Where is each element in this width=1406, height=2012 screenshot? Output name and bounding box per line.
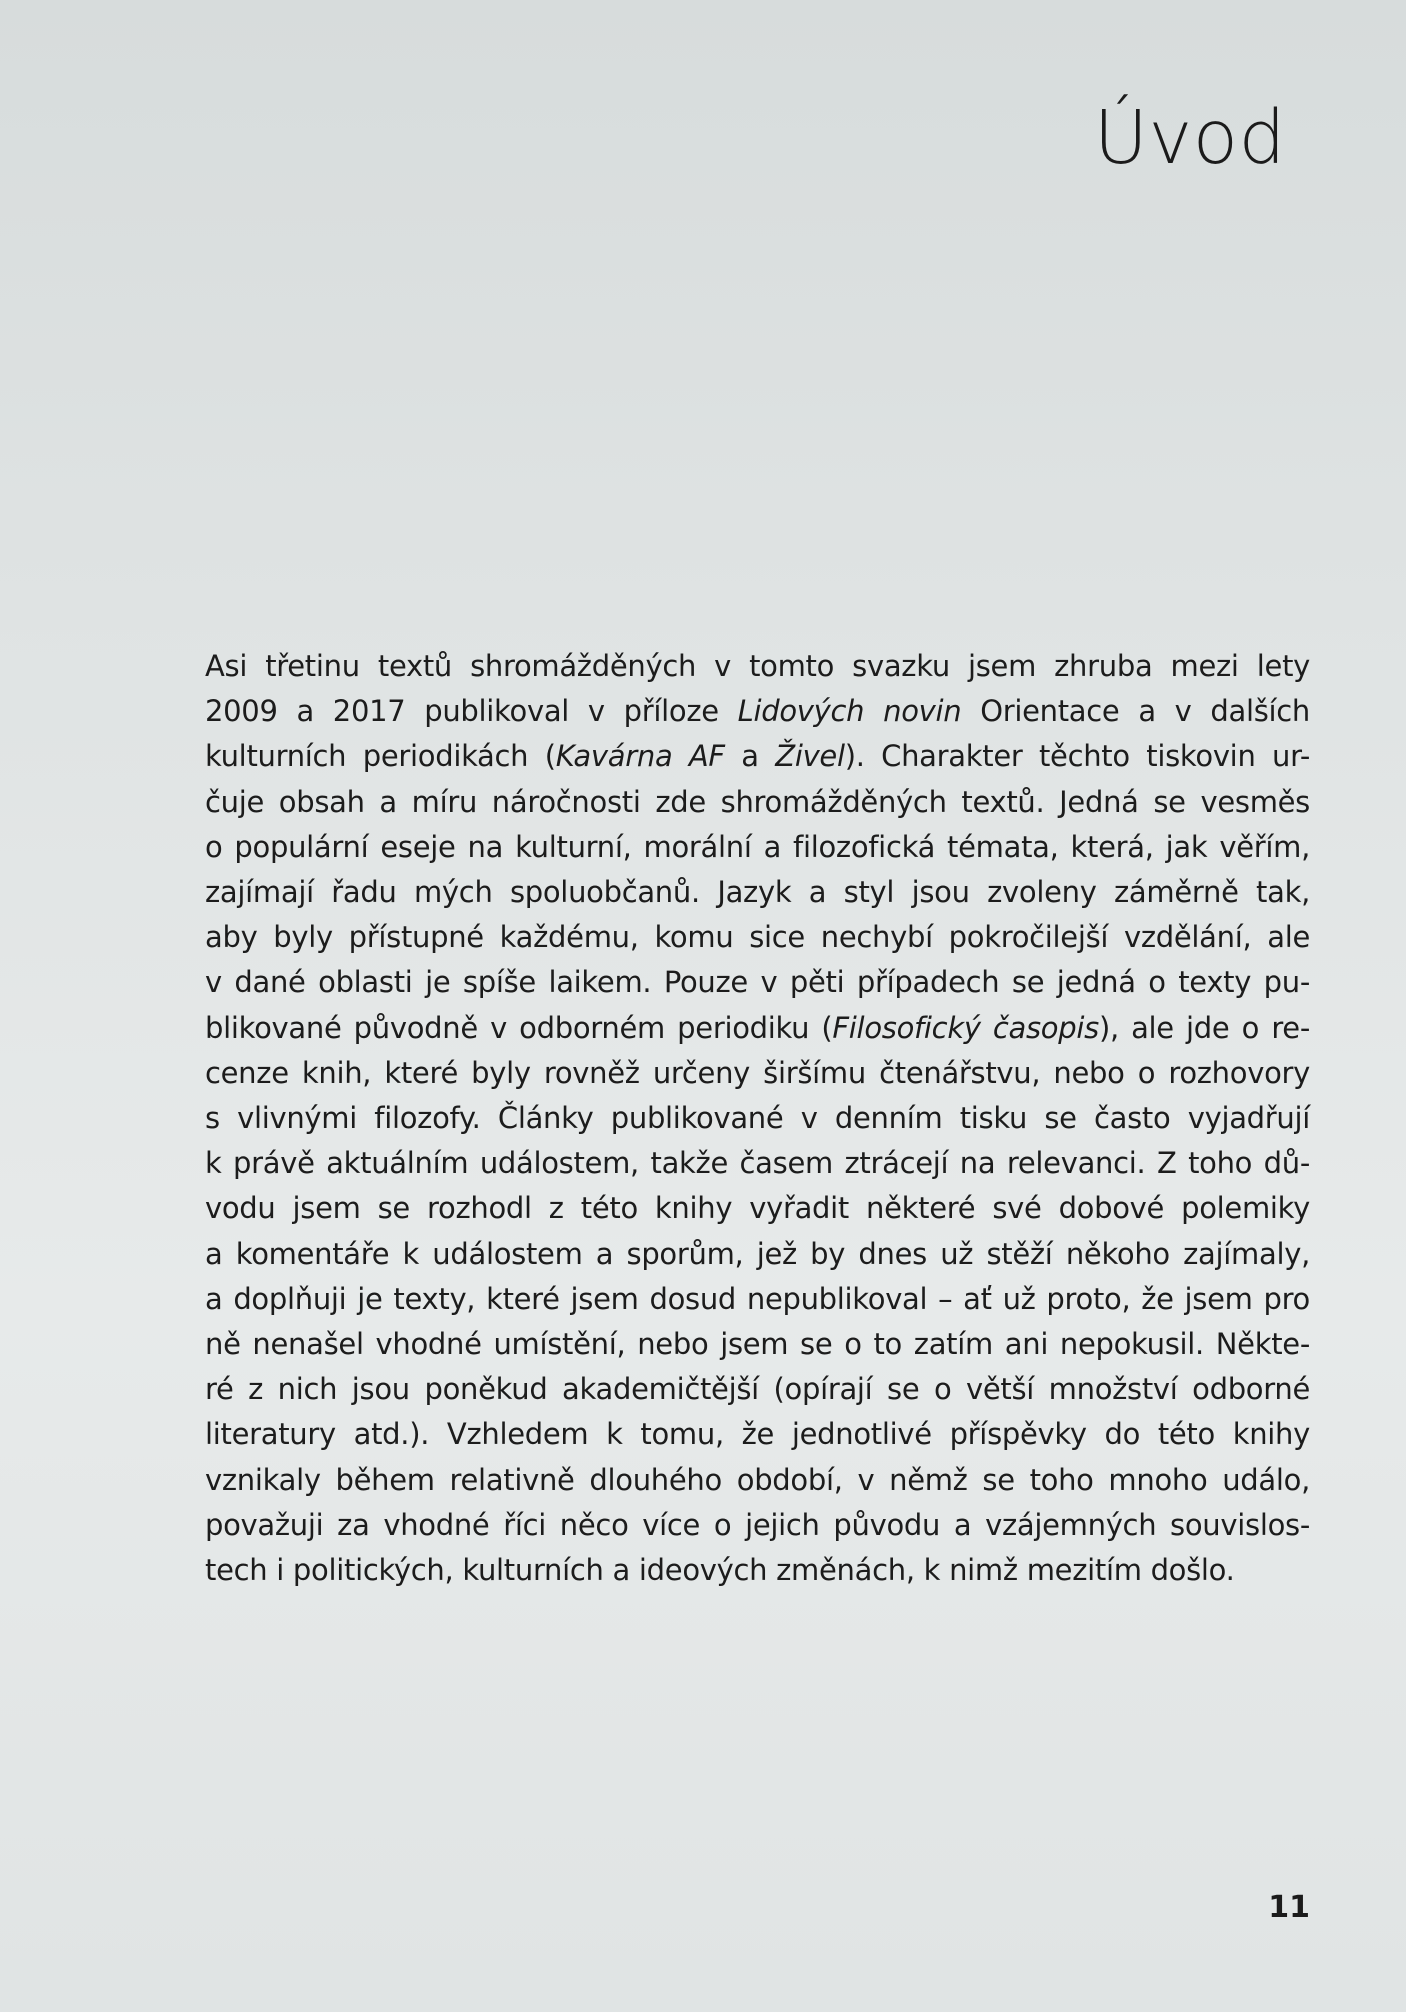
text-line	[205, 1503, 1310, 1548]
text-line	[205, 870, 1310, 915]
text-segment: kulturních periodikách (	[205, 739, 556, 774]
text-segment: čuje obsah a míru náročnosti zde shromážděných textů. Jedná se vesměs	[205, 784, 1310, 819]
text-segment: Orientace a v dalších	[961, 694, 1310, 729]
text-line	[205, 1458, 1310, 1503]
text-segment: a doplňuji je texty, které jsem dosud nepublikoval – ať už proto, že jsem pro	[205, 1281, 1310, 1316]
text-segment: ně nenašel vhodné umístění, nebo jsem se o to zatím ani nepokusil. Někte-	[205, 1327, 1310, 1362]
text-line	[205, 1141, 1310, 1186]
text-line	[205, 1412, 1310, 1457]
text-line	[205, 1096, 1310, 1141]
text-segment: vznikaly během relativně dlouhého období, v němž se toho mnoho událo,	[205, 1462, 1310, 1497]
text-segment: aby byly přístupné každému, komu sice nechybí pokročilejší vzdělání, ale	[205, 920, 1310, 955]
text-segment: tech i politických, kulturních a ideových změnách, k nimž mezitím došlo.	[205, 1553, 1235, 1588]
text-line	[205, 960, 1310, 1005]
text-segment: ). Charakter těchto tiskovin ur-	[844, 739, 1311, 774]
text-line	[205, 1186, 1310, 1231]
italic-title: Filosofický časopis	[832, 1010, 1099, 1045]
page-number: 11	[1268, 1890, 1310, 1925]
text-segment: považuji za vhodné říci něco více o jejich původu a vzájemných souvislos-	[205, 1507, 1310, 1542]
italic-title: Kavárna AF	[555, 739, 725, 774]
text-line	[205, 644, 1310, 689]
text-segment: s vlivnými filozofy. Články publikované v denním tisku se často vyjadřují	[205, 1101, 1310, 1136]
text-segment: zajímají řadu mých spoluobčanů. Jazyk a styl jsou zvoleny záměrně tak,	[205, 875, 1310, 910]
text-segment: k právě aktuálním událostem, takže časem ztrácejí na relevanci. Z toho dů-	[205, 1146, 1310, 1181]
text-segment: vodu jsem se rozhodl z této knihy vyřadit některé své dobové polemiky	[205, 1191, 1310, 1226]
body-paragraph	[205, 644, 1310, 1593]
text-segment: cenze knih, které byly rovněž určeny širšímu čtenářstvu, nebo o rozhovory	[205, 1055, 1310, 1090]
text-line	[205, 915, 1310, 960]
text-line	[205, 1006, 1310, 1051]
text-line	[205, 1367, 1310, 1412]
chapter-title: Úvod	[1093, 95, 1286, 181]
text-segment: blikované původně v odborném periodiku (	[205, 1010, 833, 1045]
text-line	[205, 1277, 1310, 1322]
text-segment: 2009 a 2017 publikoval v příloze	[205, 694, 738, 729]
text-segment: ), ale jde o re-	[1098, 1010, 1311, 1045]
text-line	[205, 689, 1310, 734]
italic-title: Lidových novin	[737, 694, 962, 729]
text-line	[205, 1548, 1310, 1593]
text-line	[205, 1322, 1310, 1367]
text-segment: a	[724, 739, 776, 774]
text-segment: o populární eseje na kulturní, morální a filozofická témata, která, jak věřím,	[205, 829, 1310, 864]
text-line	[205, 1051, 1310, 1096]
text-segment: v dané oblasti je spíše laikem. Pouze v pěti případech se jedná o texty pu-	[205, 965, 1310, 1000]
text-line	[205, 825, 1310, 870]
text-line	[205, 1232, 1310, 1277]
text-line	[205, 734, 1310, 779]
italic-title: Živel	[775, 739, 845, 774]
text-segment: literatury atd.). Vzhledem k tomu, že jednotlivé příspěvky do této knihy	[205, 1417, 1310, 1452]
text-line	[205, 780, 1310, 825]
text-segment: ré z nich jsou poněkud akademičtější (opírají se o větší množství odborné	[205, 1372, 1310, 1407]
text-segment: a komentáře k událostem a sporům, jež by dnes už stěží někoho zajímaly,	[205, 1236, 1310, 1271]
text-segment: Asi třetinu textů shromážděných v tomto svazku jsem zhruba mezi lety	[205, 649, 1310, 683]
